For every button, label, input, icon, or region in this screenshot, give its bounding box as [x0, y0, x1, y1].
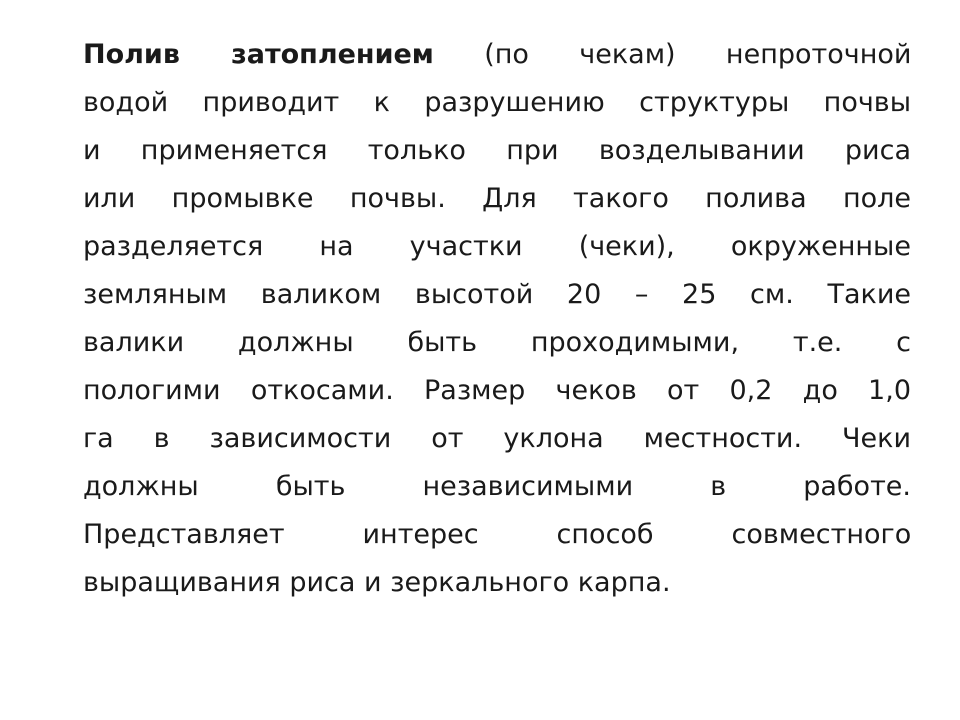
text-line: водой приводит к разрушению структуры почвы: [83, 87, 912, 118]
text-line: разделяется на участки (чеки), окруженные: [83, 231, 911, 262]
text-line: Представляет интерес способ совместного: [83, 519, 912, 550]
text-line: или промывке почвы. Для такого полива поле: [83, 183, 911, 214]
text-line: должны быть независимыми в работе.: [83, 471, 911, 502]
body-paragraph: [83, 31, 911, 607]
text-line: га в зависимости от уклона местности. Чеки: [83, 423, 911, 454]
text-line: валики должны быть проходимыми, т.е. с: [83, 327, 911, 358]
text-line: выращивания риса и зеркального карпа.: [83, 567, 671, 598]
text-line-rest: (по чекам) непроточной: [484, 39, 912, 70]
text-line: земляным валиком высотой 20 – 25 см. Такие: [83, 279, 911, 310]
text-line: пологими откосами. Размер чеков от 0,2 до 1,0: [83, 375, 911, 406]
text-line: и применяется только при возделывании риса: [83, 135, 911, 166]
bold-term: Полив затоплением: [83, 39, 434, 70]
text-line: [83, 31, 911, 79]
